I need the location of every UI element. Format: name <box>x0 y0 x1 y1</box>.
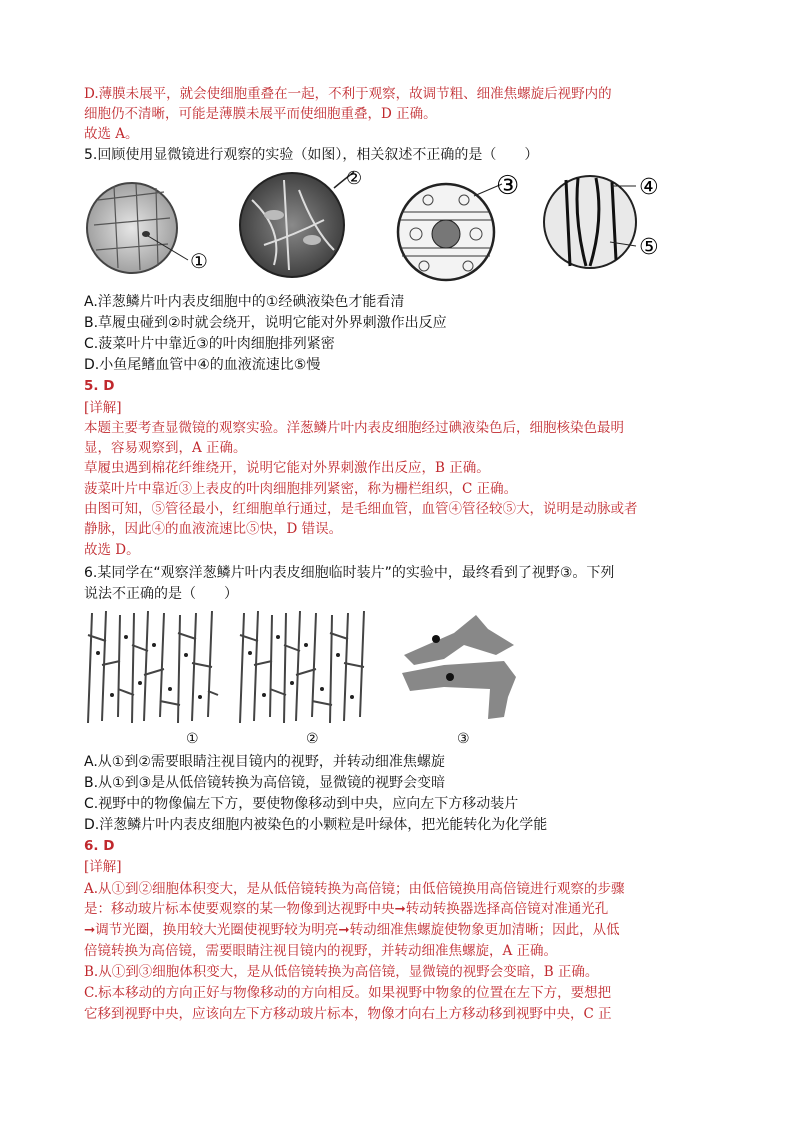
q6-detail-label: [详解] <box>84 859 122 875</box>
q5-explain-line: 由图可知，⑤管径最小，红细胞单行通过，是毛细血管，血管④管径较⑤大，说明是动脉或者 <box>84 501 638 517</box>
q5-explain-line: 静脉，因此④的血液流速比⑤快，D 错误。 <box>84 521 343 537</box>
q5-explain-line: 显，容易观察到，A 正确。 <box>84 440 247 456</box>
label-5: ⑤ <box>639 235 659 260</box>
q5-option-d: D.小鱼尾鳍血管中④的血液流速比⑤慢 <box>84 357 321 373</box>
high-power-field-3 <box>402 615 516 719</box>
q6-explain-line: 它移到视野中央，应该向左下方移动玻片标本，物像才向右上方移动移到视野中央，C 正 <box>84 1006 612 1022</box>
q6-option-b: B.从①到③是从低倍镜转换为高倍镜，显微镜的视野会变暗 <box>84 775 446 791</box>
q5-micrographs <box>84 170 704 290</box>
q6-answer: 6. D <box>84 838 115 854</box>
q6-explain-line: A.从①到②细胞体积变大，是从低倍镜转换为高倍镜；由低倍镜换用高倍镜进行观察的步骤 <box>84 881 625 897</box>
q6-stem-line2: 说法不正确的是（ ） <box>84 586 238 602</box>
q4-explain-line2: 细胞仍不清晰，可能是薄膜未展平而使细胞重叠，D 正确。 <box>84 106 437 122</box>
label-1: ① <box>190 249 208 273</box>
label-3: ③ <box>496 171 520 201</box>
q6-option-a: A.从①到②需要眼睛注视目镜内的视野，并转动细准焦螺旋 <box>84 754 445 770</box>
q5-explain-line: 本题主要考查显微镜的观察实验。洋葱鳞片叶内表皮细胞经过碘液染色后，细胞核染色最明 <box>84 420 624 436</box>
q6-option-d: D.洋葱鳞片叶内表皮细胞内被染色的小颗粒是叶绿体，把光能转化为化学能 <box>84 817 548 833</box>
q4-explain-line1: D.薄膜未展平，就会使细胞重叠在一起，不利于观察，故调节粗、细准焦螺旋后视野内的 <box>84 86 612 102</box>
q6-explain-line: 是：移动玻片标本使要观察的某一物像到达视野中央➞转动转换器选择高倍镜对准通光孔 <box>84 901 609 917</box>
q6-explain-line: ➞调节光圈，换用较大光圈使视野较为明亮➞转动细准焦螺旋使物象更加清晰；因此，从低 <box>84 922 620 938</box>
q6-option-c: C.视野中的物像偏左下方，要使物像移动到中央，应向左下方移动装片 <box>84 796 519 812</box>
low-power-field-1 <box>88 611 218 723</box>
q6-explain-line: 倍镜转换为高倍镜，需要眼睛注视目镜内的视野，并转动细准焦螺旋，A 正确。 <box>84 943 558 959</box>
onion-cell-micrograph <box>87 183 188 273</box>
leaf-section-micrograph <box>398 184 502 280</box>
q6-explain-line: C.标本移动的方向正好与物像移动的方向相反。如果视野中物象的位置在左下方，要想把 <box>84 985 612 1001</box>
q5-option-b: B.草履虫碰到②时就会绕开，说明它能对外界刺激作出反应 <box>84 315 447 331</box>
q5-choose: 故选 D。 <box>84 542 140 558</box>
q5-stem: 5.回顾使用显微镜进行观察的实验（如图），相关叙述不正确的是（ ） <box>84 147 539 163</box>
low-power-field-2 <box>240 611 364 723</box>
q6-micrographs <box>84 605 544 730</box>
q5-option-a: A.洋葱鳞片叶内表皮细胞中的①经碘液染色才能看清 <box>84 294 405 310</box>
q4-choose: 故选 A。 <box>84 126 139 142</box>
q5-explain-line: 菠菜叶片中靠近③上表皮的叶肉细胞排列紧密，称为栅栏组织，C 正确。 <box>84 481 518 497</box>
q5-explain-line: 草履虫遇到棉花纤维绕开，说明它能对外界刺激作出反应，B 正确。 <box>84 460 490 476</box>
q5-answer: 5. D <box>84 378 115 394</box>
q6-stem-line1: 6.某同学在“观察洋葱鳞片叶内表皮细胞临时装片”的实验中，最终看到了视野③。下列 <box>84 565 615 581</box>
q6-fig-label-2: ② <box>306 731 319 747</box>
label-2: ② <box>346 170 363 189</box>
q6-explain-line: B.从①到③细胞体积变大，是从低倍镜转换为高倍镜，显微镜的视野会变暗，B 正确。 <box>84 964 599 980</box>
q6-fig-label-3: ③ <box>457 731 470 747</box>
q5-detail-label: [详解] <box>84 400 122 416</box>
q5-option-c: C.菠菜叶片中靠近③的叶肉细胞排列紧密 <box>84 336 335 352</box>
q6-fig-label-1: ① <box>186 731 199 747</box>
fish-tail-vessels-micrograph <box>544 176 636 268</box>
label-4: ④ <box>639 175 659 200</box>
paramecium-micrograph <box>240 172 354 277</box>
